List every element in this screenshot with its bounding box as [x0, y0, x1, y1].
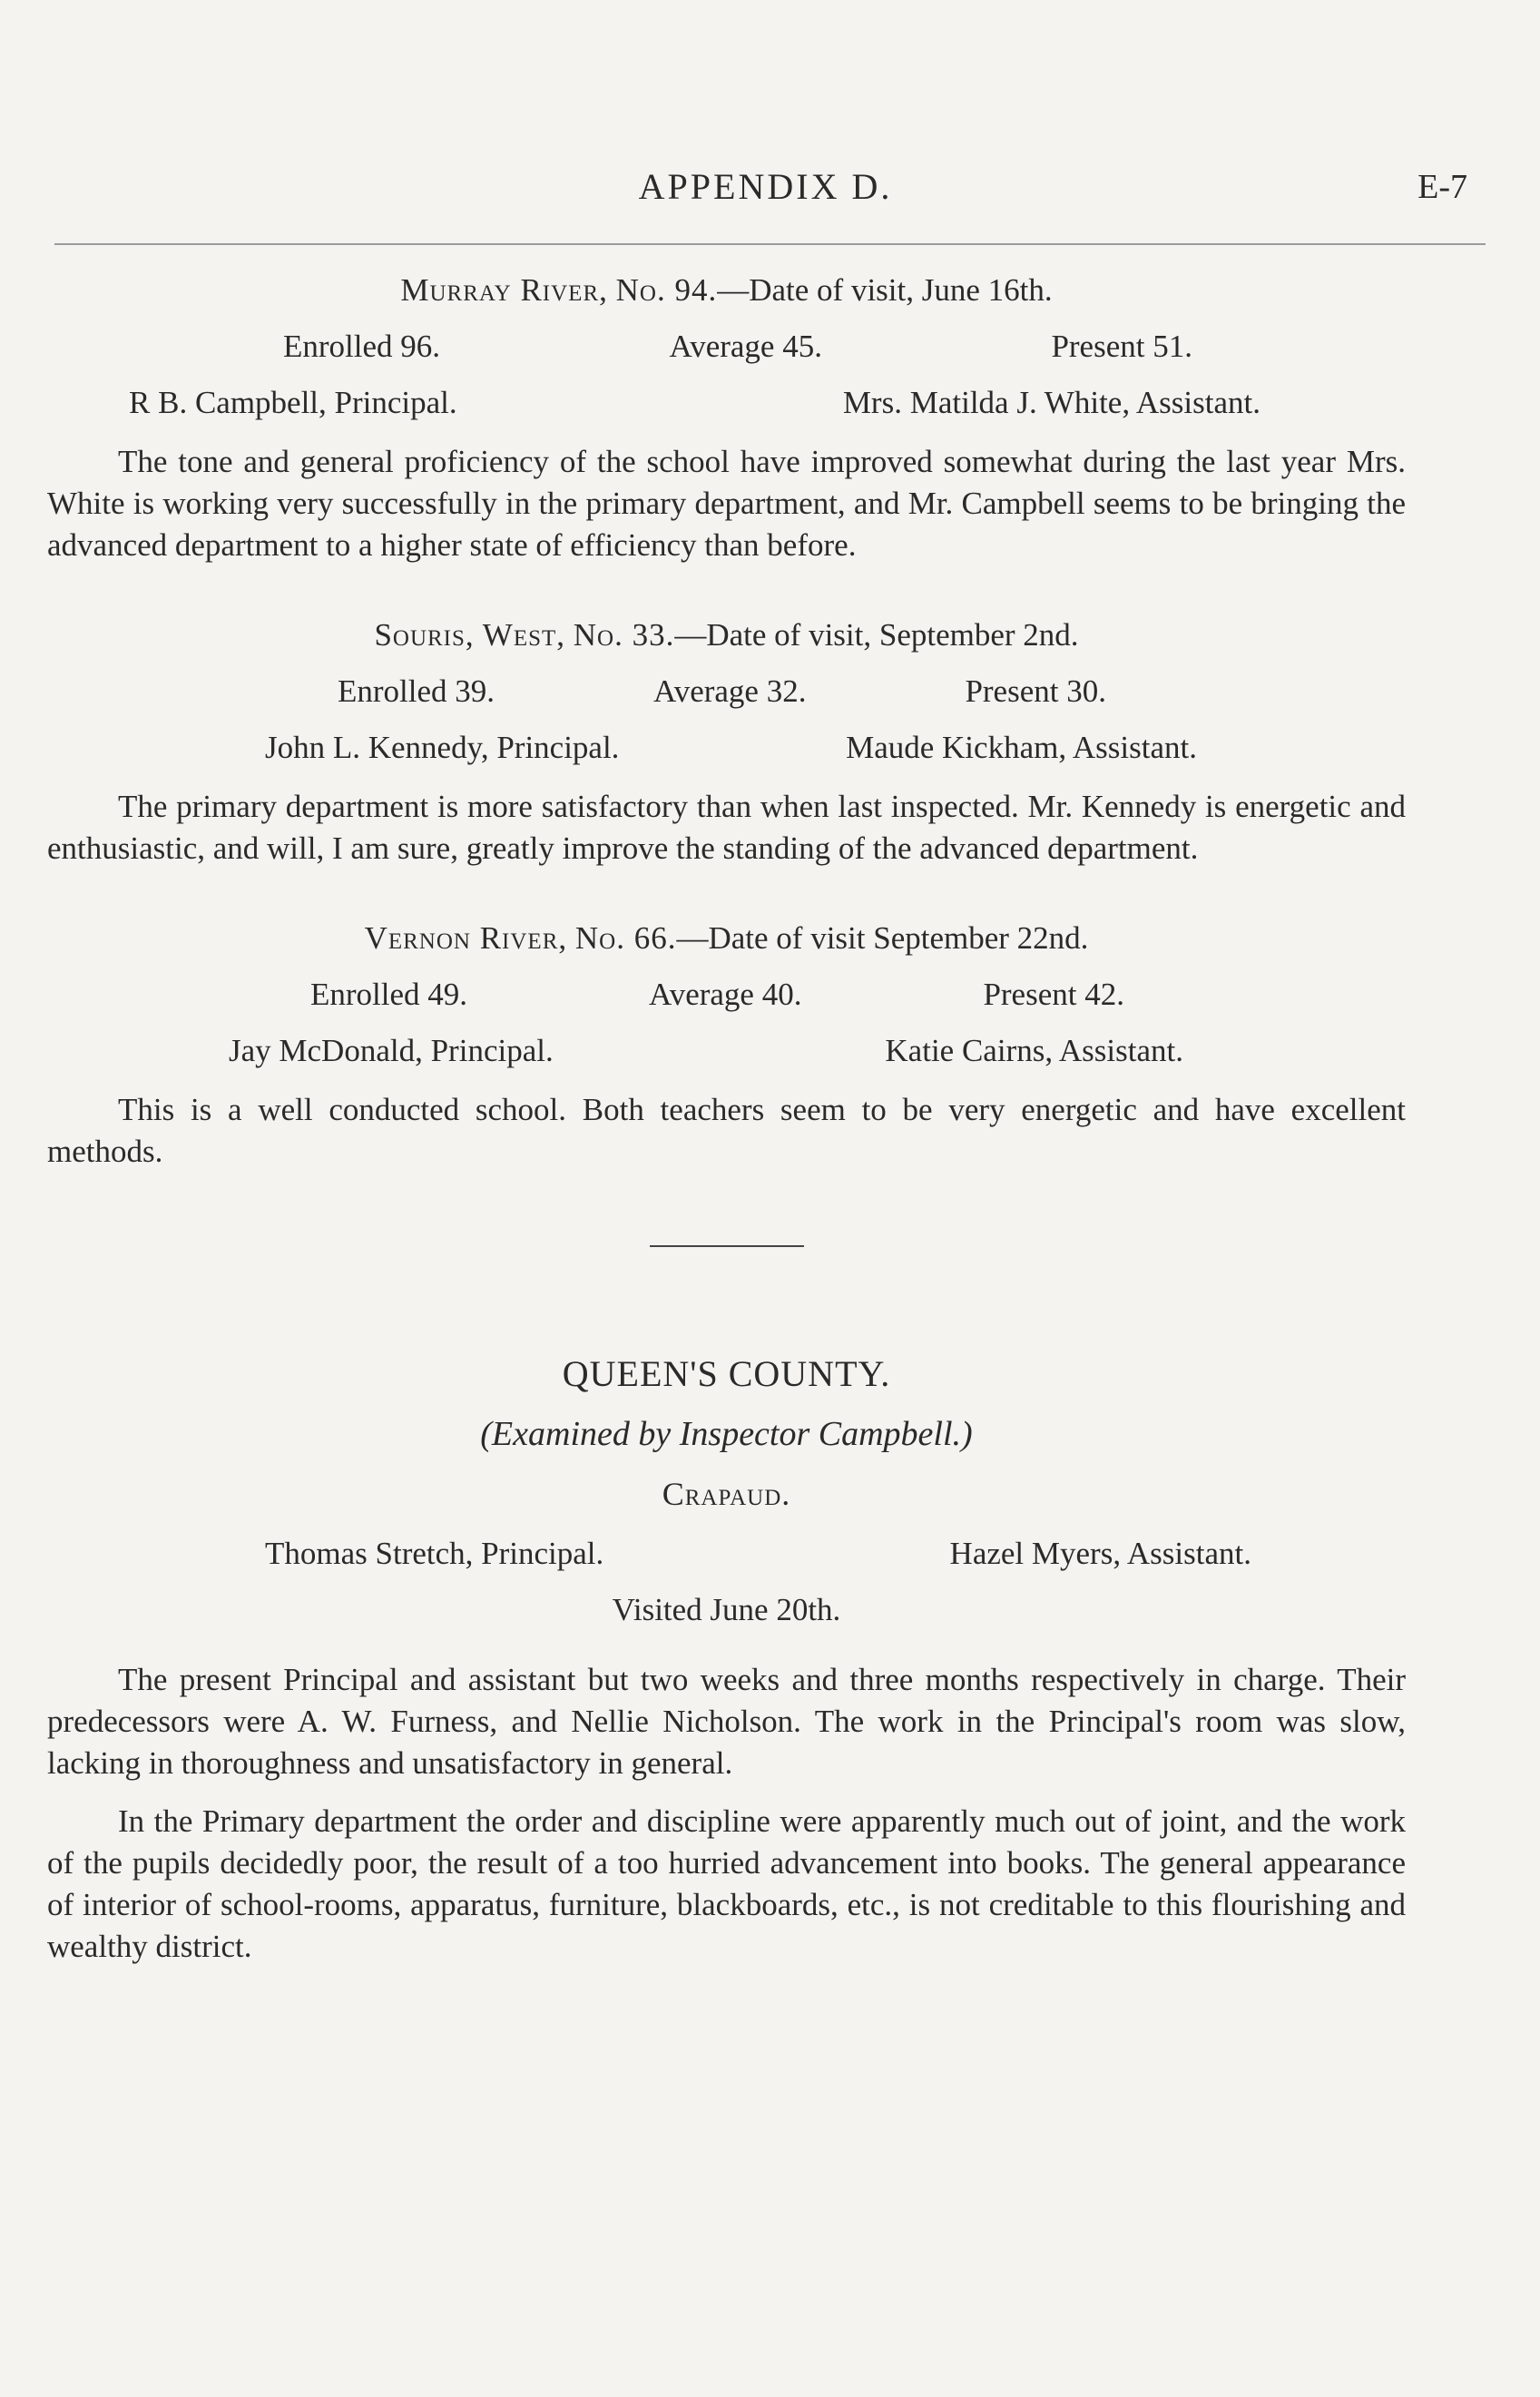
staff-row	[47, 1033, 1406, 1069]
principal-name: John L. Kennedy, Principal.	[265, 730, 620, 765]
enrolled-count: Enrolled 49.	[310, 977, 468, 1012]
school-number: No. 66.	[574, 920, 677, 956]
school-name: Souris, West,	[374, 617, 566, 653]
principal-name: Thomas Stretch, Principal.	[265, 1536, 604, 1571]
staff-row	[47, 1536, 1406, 1572]
enrolled-count: Enrolled 39.	[338, 673, 495, 709]
report-paragraph: The present Principal and assistant but two weeks and three months respectively in charge. Their predecessors were A. W. Furness, and Nellie Nicholson. The work in the Principal's room was slow, lacking in thoroughness and unsatisfactory in general.	[47, 1662, 1406, 1781]
school-number: No. 94.	[615, 272, 718, 308]
county-title: QUEEN'S COUNTY.	[562, 1353, 891, 1394]
average-count: Average 40.	[649, 977, 802, 1012]
visit-date: —Date of visit September 22nd.	[676, 920, 1089, 956]
average-count: Average 32.	[653, 673, 807, 709]
examiner-line: (Examined by Inspector Campbell.)	[480, 1415, 973, 1453]
page-header	[54, 165, 1476, 220]
present-count: Present 42.	[983, 977, 1124, 1012]
principal-name: Jay McDonald, Principal.	[229, 1033, 554, 1068]
school-report	[47, 272, 1406, 566]
appendix-title: APPENDIX D.	[638, 166, 893, 207]
page-number: E-7	[1417, 168, 1467, 206]
principal-name: R B. Campbell, Principal.	[129, 385, 457, 420]
present-count: Present 30.	[965, 673, 1106, 709]
report-paragraph: In the Primary department the order and discipline were apparently much out of joint, and the work of the pupils decidedly poor, the result of a too hurried advancement into books. The general appearance of interior of school-rooms, apparatus, furniture, blackboards, etc., is not creditable to this flourishing and wealthy district.	[47, 1803, 1406, 1964]
school-report-text: The primary department is more satisfactory than when last inspected. Mr. Kennedy is energetic and enthusiastic, and will, I am sure, greatly improve the standing of the advanced department.	[47, 789, 1406, 866]
attendance-row	[47, 329, 1406, 365]
assistant-name: Hazel Myers, Assistant.	[949, 1536, 1251, 1571]
average-count: Average 45.	[669, 329, 822, 364]
assistant-name: Mrs. Matilda J. White, Assistant.	[842, 385, 1260, 420]
section-divider	[650, 1245, 804, 1247]
visit-date: —Date of visit, June 16th.	[717, 272, 1053, 308]
county-school-name: Crapaud.	[662, 1476, 791, 1512]
school-name: Murray River,	[400, 272, 608, 308]
school-heading	[47, 272, 1406, 309]
assistant-name: Maude Kickham, Assistant.	[846, 730, 1197, 765]
school-heading	[47, 920, 1406, 957]
present-count: Present 51.	[1051, 329, 1192, 364]
school-heading	[47, 617, 1406, 653]
enrolled-count: Enrolled 96.	[283, 329, 441, 364]
staff-row	[47, 730, 1406, 766]
school-report	[47, 617, 1406, 869]
attendance-row	[47, 977, 1406, 1013]
page-content	[47, 272, 1406, 1968]
visited-date: Visited June 20th.	[612, 1592, 841, 1627]
visit-date: —Date of visit, September 2nd.	[674, 617, 1079, 653]
school-number: No. 33.	[573, 617, 675, 653]
header-divider	[54, 243, 1486, 245]
school-report-text: This is a well conducted school. Both teachers seem to be very energetic and have excellent methods.	[47, 1092, 1406, 1169]
assistant-name: Katie Cairns, Assistant.	[885, 1033, 1183, 1068]
staff-row	[47, 385, 1406, 421]
school-report-text: The tone and general proficiency of the school have improved somewhat during the last year Mrs. White is working very successfully in the primary department, and Mr. Campbell seems to be bringing the advanced department to a higher state of efficiency than before.	[47, 444, 1406, 563]
school-name: Vernon River,	[364, 920, 568, 956]
school-report	[47, 920, 1406, 1173]
attendance-row	[47, 673, 1406, 710]
